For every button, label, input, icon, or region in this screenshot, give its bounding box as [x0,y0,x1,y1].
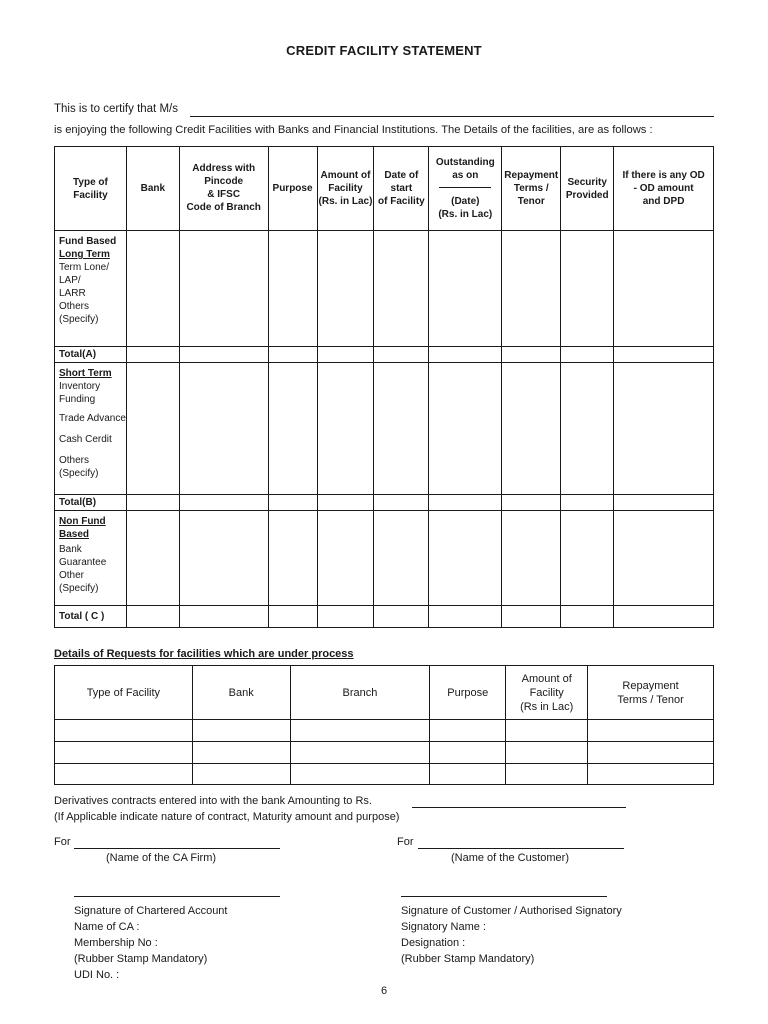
table-cell[interactable] [614,347,714,363]
table-cell[interactable] [290,742,430,764]
short-term-label: Short Term Inventory Funding Trade Advance Cash Cerdit Others (Specify) [55,363,127,495]
table-cell[interactable] [317,347,374,363]
table-cell[interactable] [268,511,317,606]
customer-caption: (Name of the Customer) [451,852,569,864]
ca-signature-label: Signature of Chartered Account [74,905,228,917]
req-header-bank: Bank [192,666,290,720]
signatory-name-label: Signatory Name : [401,921,486,933]
req-header-branch: Branch [290,666,430,720]
customer-for-label: For [397,836,414,848]
total-a-label: Total(A) [55,347,127,363]
table-cell[interactable] [317,511,374,606]
table-cell[interactable] [561,363,614,495]
table-cell[interactable] [374,495,429,511]
req-header-type: Type of Facility [55,666,193,720]
table-cell[interactable] [192,720,290,742]
table-cell[interactable] [268,606,317,628]
table-cell[interactable] [126,231,179,347]
table-cell[interactable] [502,363,561,495]
outstanding-date-blank[interactable] [439,187,491,189]
derivatives-label: Derivatives contracts entered into with the bank Amounting to Rs. [54,795,372,807]
table-cell[interactable] [614,495,714,511]
table-row-non-fund [55,511,714,606]
table-cell[interactable] [192,742,290,764]
table-cell[interactable] [561,231,614,347]
table-cell[interactable] [429,231,502,347]
table-cell[interactable] [506,720,588,742]
table-cell[interactable] [268,347,317,363]
table-cell[interactable] [429,363,502,495]
requests-section-title: Details of Requests for facilities which are under process [54,648,354,660]
table-cell[interactable] [614,606,714,628]
table-cell[interactable] [561,347,614,363]
header-amount: Amount of Facility (Rs. in Lac) [317,147,374,231]
table-cell[interactable] [179,511,268,606]
table-cell[interactable] [179,231,268,347]
page-title: CREDIT FACILITY STATEMENT [286,43,482,58]
header-outstanding: Outstanding as on (Date) (Rs. in Lac) [429,147,502,231]
table-cell[interactable] [268,363,317,495]
table-cell[interactable] [268,231,317,347]
table-row [55,742,714,764]
table-cell[interactable] [588,764,714,785]
table-cell[interactable] [55,720,193,742]
table-cell[interactable] [588,720,714,742]
table-cell[interactable] [317,231,374,347]
designation-label: Designation : [401,937,466,949]
table-row [55,764,714,785]
table-cell[interactable] [126,511,179,606]
customer-signature-label: Signature of Customer / Authorised Signatory [401,905,622,917]
req-header-repayment: Repayment Terms / Tenor [588,666,714,720]
table-cell[interactable] [192,764,290,785]
header-bank: Bank [126,147,179,231]
ca-membership-label: Membership No : [74,937,158,949]
ca-udi-label: UDI No. : [74,969,120,981]
table-row-total-b [55,495,714,511]
table-cell[interactable] [429,511,502,606]
fund-based-label: Fund Based Long Term Term Lone/ LAP/ LARR Others (Specify) [55,231,127,347]
table-cell[interactable] [179,347,268,363]
table-cell[interactable] [55,764,193,785]
page-number: 6 [380,985,388,997]
table-cell[interactable] [561,606,614,628]
ca-firm-caption: (Name of the CA Firm) [106,852,217,864]
table-cell[interactable] [374,511,429,606]
table-cell[interactable] [374,606,429,628]
customer-stamp-label: (Rubber Stamp Mandatory) [401,953,535,965]
ca-stamp-label: (Rubber Stamp Mandatory) [74,953,208,965]
requests-header-row [55,666,714,720]
table-cell[interactable] [429,606,502,628]
table-cell[interactable] [429,495,502,511]
header-repayment: Repayment Terms / Tenor [502,147,561,231]
header-type-of-facility: Type of Facility [55,147,127,231]
table-cell[interactable] [506,764,588,785]
table-cell[interactable] [126,606,179,628]
table-cell[interactable] [588,742,714,764]
header-od-amount: If there is any OD - OD amount and DPD [614,147,714,231]
table-cell[interactable] [502,606,561,628]
ca-firm-field[interactable] [74,836,280,849]
table-cell[interactable] [502,511,561,606]
total-b-label: Total(B) [55,495,127,511]
credit-facility-table [54,146,714,628]
table-cell[interactable] [317,606,374,628]
table-header-row [55,147,714,231]
ca-for-label: For [54,836,71,848]
table-cell[interactable] [179,363,268,495]
table-row-total-c [55,606,714,628]
table-cell[interactable] [55,742,193,764]
req-header-purpose: Purpose [430,666,506,720]
table-cell[interactable] [268,495,317,511]
non-fund-label: Non Fund Based Bank Guarantee Other (Specify) [55,511,127,606]
header-date-of-start: Date of start of Facility [374,147,429,231]
table-cell[interactable] [614,363,714,495]
table-row-total-a [55,347,714,363]
table-cell[interactable] [430,764,506,785]
total-c-label: Total ( C ) [55,606,127,628]
table-cell[interactable] [374,363,429,495]
requests-table [54,665,714,785]
table-cell[interactable] [502,347,561,363]
customer-details [401,903,622,967]
customer-signature-line[interactable] [401,886,607,897]
header-security: Security Provided [561,147,614,231]
req-header-amount: Amount of Facility (Rs in Lac) [506,666,588,720]
table-cell[interactable] [126,495,179,511]
table-cell[interactable] [290,720,430,742]
table-cell[interactable] [179,495,268,511]
table-cell[interactable] [502,495,561,511]
table-cell[interactable] [430,742,506,764]
certify-label: This is to certify that M/s [54,103,178,115]
customer-name-field[interactable] [418,836,624,849]
table-cell[interactable] [317,363,374,495]
table-cell[interactable] [502,231,561,347]
company-name-field[interactable] [190,103,714,117]
ca-details [74,903,227,983]
table-cell[interactable] [614,511,714,606]
table-cell[interactable] [317,495,374,511]
table-row-short-term [55,363,714,495]
table-cell[interactable] [561,495,614,511]
table-cell[interactable] [126,347,179,363]
table-cell[interactable] [374,231,429,347]
table-cell[interactable] [614,231,714,347]
derivatives-amount-field[interactable] [412,795,626,808]
ca-name-label: Name of CA : [74,921,140,933]
derivatives-note: (If Applicable indicate nature of contract, Maturity amount and purpose) [54,811,400,823]
table-cell[interactable] [561,511,614,606]
table-cell[interactable] [429,347,502,363]
table-cell[interactable] [179,606,268,628]
table-cell[interactable] [290,764,430,785]
table-cell[interactable] [506,742,588,764]
header-address: Address with Pincode & IFSC Code of Branch [179,147,268,231]
table-cell[interactable] [126,363,179,495]
ca-signature-line[interactable] [74,886,280,897]
intro-text: is enjoying the following Credit Facilities with Banks and Financial Institutions. The Details of the facilities, are as follows : [54,124,653,136]
table-cell[interactable] [430,720,506,742]
table-row [55,720,714,742]
table-cell[interactable] [374,347,429,363]
header-purpose: Purpose [268,147,317,231]
table-row-fund-based [55,231,714,347]
